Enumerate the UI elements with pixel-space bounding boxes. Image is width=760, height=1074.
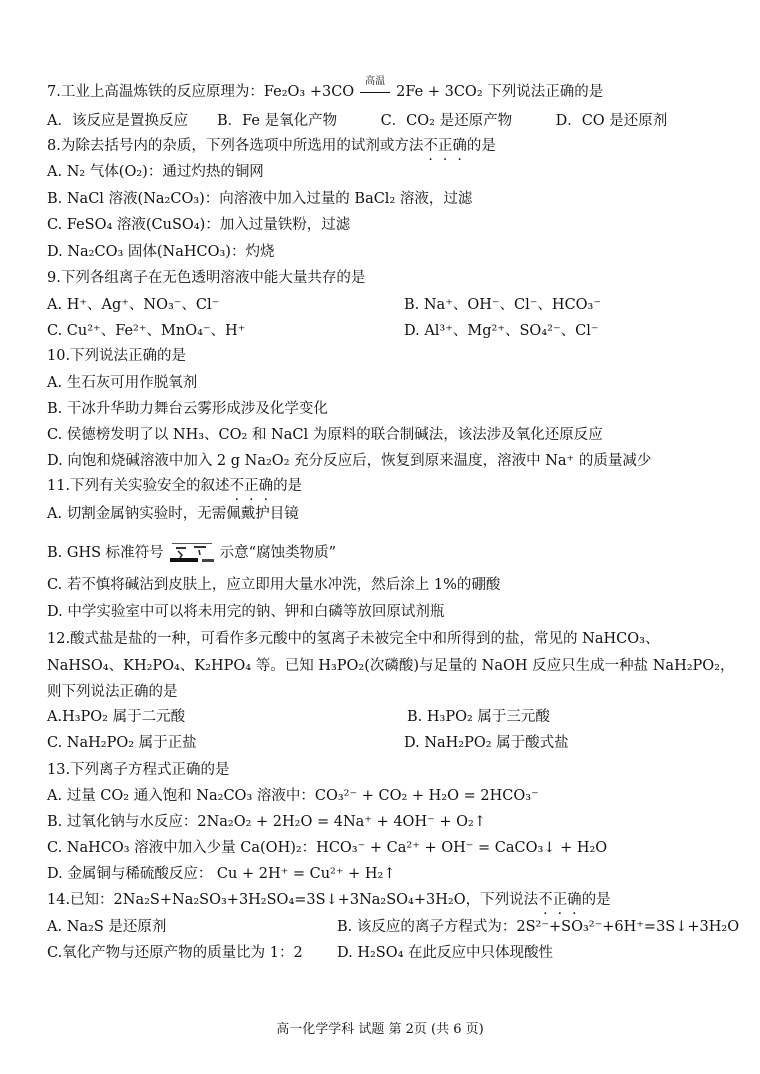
q9-option-d: D. Al³⁺、Mg²⁺、SO₄²⁻、Cl⁻ [404, 323, 599, 339]
q8-option-c: C. FeSO₄ 溶液(CuSO₄)：加入过量铁粉，过滤 [47, 217, 351, 233]
q12-stem-line2: NaHSO₄、KH₂PO₄、K₂HPO₄ 等。已知 H₃PO₂(次磷酸)与足量的 NaOH 反应只生成一种盐 NaH₂PO₂， [47, 658, 735, 674]
q13-stem: 13.下列离子方程式正确的是 [47, 762, 230, 778]
q11-stem-end: 的是 [273, 478, 303, 494]
q8-stem-end: 的是 [466, 138, 496, 154]
emphasis-char: 不 [538, 892, 553, 908]
q11-option-c: C. 若不慎将碱沾到皮肤上，应立即用大量水冲洗，然后涂上 1%的硼酸 [47, 577, 501, 593]
q13-option-a: A. 过量 CO₂ 通入饱和 Na₂CO₃ 溶液中：CO₃²⁻ + CO₂ + H₂O = 2HCO₃⁻ [47, 788, 539, 804]
q14-stem-end: 的是 [581, 892, 611, 908]
q12-stem-line3: 则下列说法正确的是 [47, 684, 178, 700]
q10-option-b: B. 干冰升华助力舞台云雾形成涉及化学变化 [47, 401, 328, 417]
q14-stem-text: 14.已知：2Na₂S+Na₂SO₃+3H₂SO₄=3S↓+3Na₂SO₄+3H₂O，下列说法 [47, 892, 539, 908]
q12-option-b: B. H₃PO₂ 属于三元酸 [407, 709, 550, 725]
emphasis-char: 确 [567, 892, 582, 908]
q8-option-b: B. NaCl 溶液(Na₂CO₃)：向溶液中加入过量的 BaCl₂ 溶液，过滤 [47, 191, 473, 207]
q7-stem-end: 下列说法正确的是 [482, 84, 604, 100]
q7-options: A．该反应是置换反应 B．Fe 是氧化产物 C．CO₂ 是还原产物 D．CO 是还原剂 [47, 113, 668, 129]
q9-option-b: B. Na⁺、OH⁻、Cl⁻、HCO₃⁻ [404, 297, 602, 313]
q14-option-c: C.氧化产物与还原产物的质量比为 1：2 [47, 945, 303, 961]
ghs-corrosive-icon [166, 542, 218, 564]
emphasis-char: 确 [452, 138, 467, 154]
emphasis-char: 正 [437, 138, 453, 154]
emphasis-char: 不 [423, 138, 438, 154]
q11-option-b [47, 542, 336, 564]
q8-option-a: A. N₂ 气体(O₂)：通过灼热的铜网 [47, 164, 264, 180]
q14-option-d: D. H₂SO₄ 在此反应中只体现酸性 [337, 945, 554, 961]
q8-option-d: D. Na₂CO₃ 固体(NaHCO₃)：灼烧 [47, 244, 275, 260]
q12-option-c: C. NaH₂PO₂ 属于正盐 [47, 735, 197, 751]
q11-option-b-text: B. GHS 标准符号 [47, 545, 164, 561]
emphasis-char: 正 [244, 478, 259, 494]
q7-reaction-rhs: 2Fe + 3CO₂ [396, 84, 483, 100]
q12-option-d: D. NaH₂PO₂ 属于酸式盐 [404, 735, 569, 751]
q7-stem-text: 7.工业上高温炼铁的反应原理为： [47, 84, 264, 100]
q11-stem [47, 476, 302, 496]
q7-reaction-condition: 高温 [365, 76, 386, 87]
q10-option-d: D. 向饱和烧碱溶液中加入 2 g Na₂O₂ 充分反应后，恢复到原来温度，溶液中 Na⁺ 的质量减少 [47, 453, 652, 469]
q8-stem-text: 8.为除去括号内的杂质，下列各选项中所选用的试剂或方法 [47, 138, 424, 154]
q9-option-a: A. H⁺、Ag⁺、NO₃⁻、Cl⁻ [47, 297, 220, 313]
q7-reaction-lhs: Fe₂O₃ +3CO [263, 84, 355, 100]
reaction-condition-arrow [360, 76, 390, 99]
q11-option-a: A. 切割金属钠实验时，无需佩戴护目镜 [47, 506, 299, 522]
q9-stem: 9.下列各组离子在无色透明溶液中能大量共存的是 [47, 270, 366, 286]
q10-option-c: C. 侯德榜发明了以 NH₃、CO₂ 和 NaCl 为原料的联合制碱法，该法涉及氧化还原反应 [47, 427, 603, 443]
emphasis-char: 不 [229, 478, 245, 494]
q14-option-b: B. 该反应的离子方程式为：2S²⁻+SO₃²⁻+6H⁺=3S↓+3H₂O [337, 919, 740, 935]
q14-stem [47, 890, 611, 910]
page-footer: 高一化学学科 试题 第 2页 (共 6 页) [276, 1022, 484, 1037]
q9-option-c: C. Cu²⁺、Fe²⁺、MnO₄⁻、H⁺ [47, 323, 246, 339]
q13-option-b: B. 过氧化钠与水反应：2Na₂O₂ + 2H₂O = 4Na⁺ + 4OH⁻ + O₂↑ [47, 814, 486, 830]
q7-stem [47, 76, 604, 102]
q14-option-a: A. Na₂S 是还原剂 [47, 919, 167, 935]
q13-option-c: C. NaHCO₃ 溶液中加入少量 Ca(OH)₂：HCO₃⁻ + Ca²⁺ + OH⁻ = CaCO₃↓ + H₂O [47, 840, 608, 856]
q11-option-d: D. 中学实验室中可以将未用完的钠、钾和白磷等放回原试剂瓶 [47, 604, 445, 620]
q10-stem: 10.下列说法正确的是 [47, 348, 187, 364]
q12-option-a: A.H₃PO₂ 属于二元酸 [47, 709, 186, 725]
emphasis-char: 正 [552, 892, 568, 908]
q12-stem-line1: 12.酸式盐是盐的一种，可看作多元酸中的氢离子未被完全中和所得到的盐，常见的 NaHCO₃、 [47, 631, 660, 647]
emphasis-char: 确 [258, 478, 274, 494]
q11-stem-text: 11.下列有关实验安全的叙述 [47, 478, 230, 494]
q13-option-d: D. 金属铜与稀硫酸反应： Cu + 2H⁺ = Cu²⁺ + H₂↑ [47, 866, 396, 882]
q10-option-a: A. 生石灰可用作脱氧剂 [47, 375, 198, 391]
q11-option-b-suffix: 示意“腐蚀类物质” [219, 545, 336, 561]
q8-stem [47, 136, 496, 156]
